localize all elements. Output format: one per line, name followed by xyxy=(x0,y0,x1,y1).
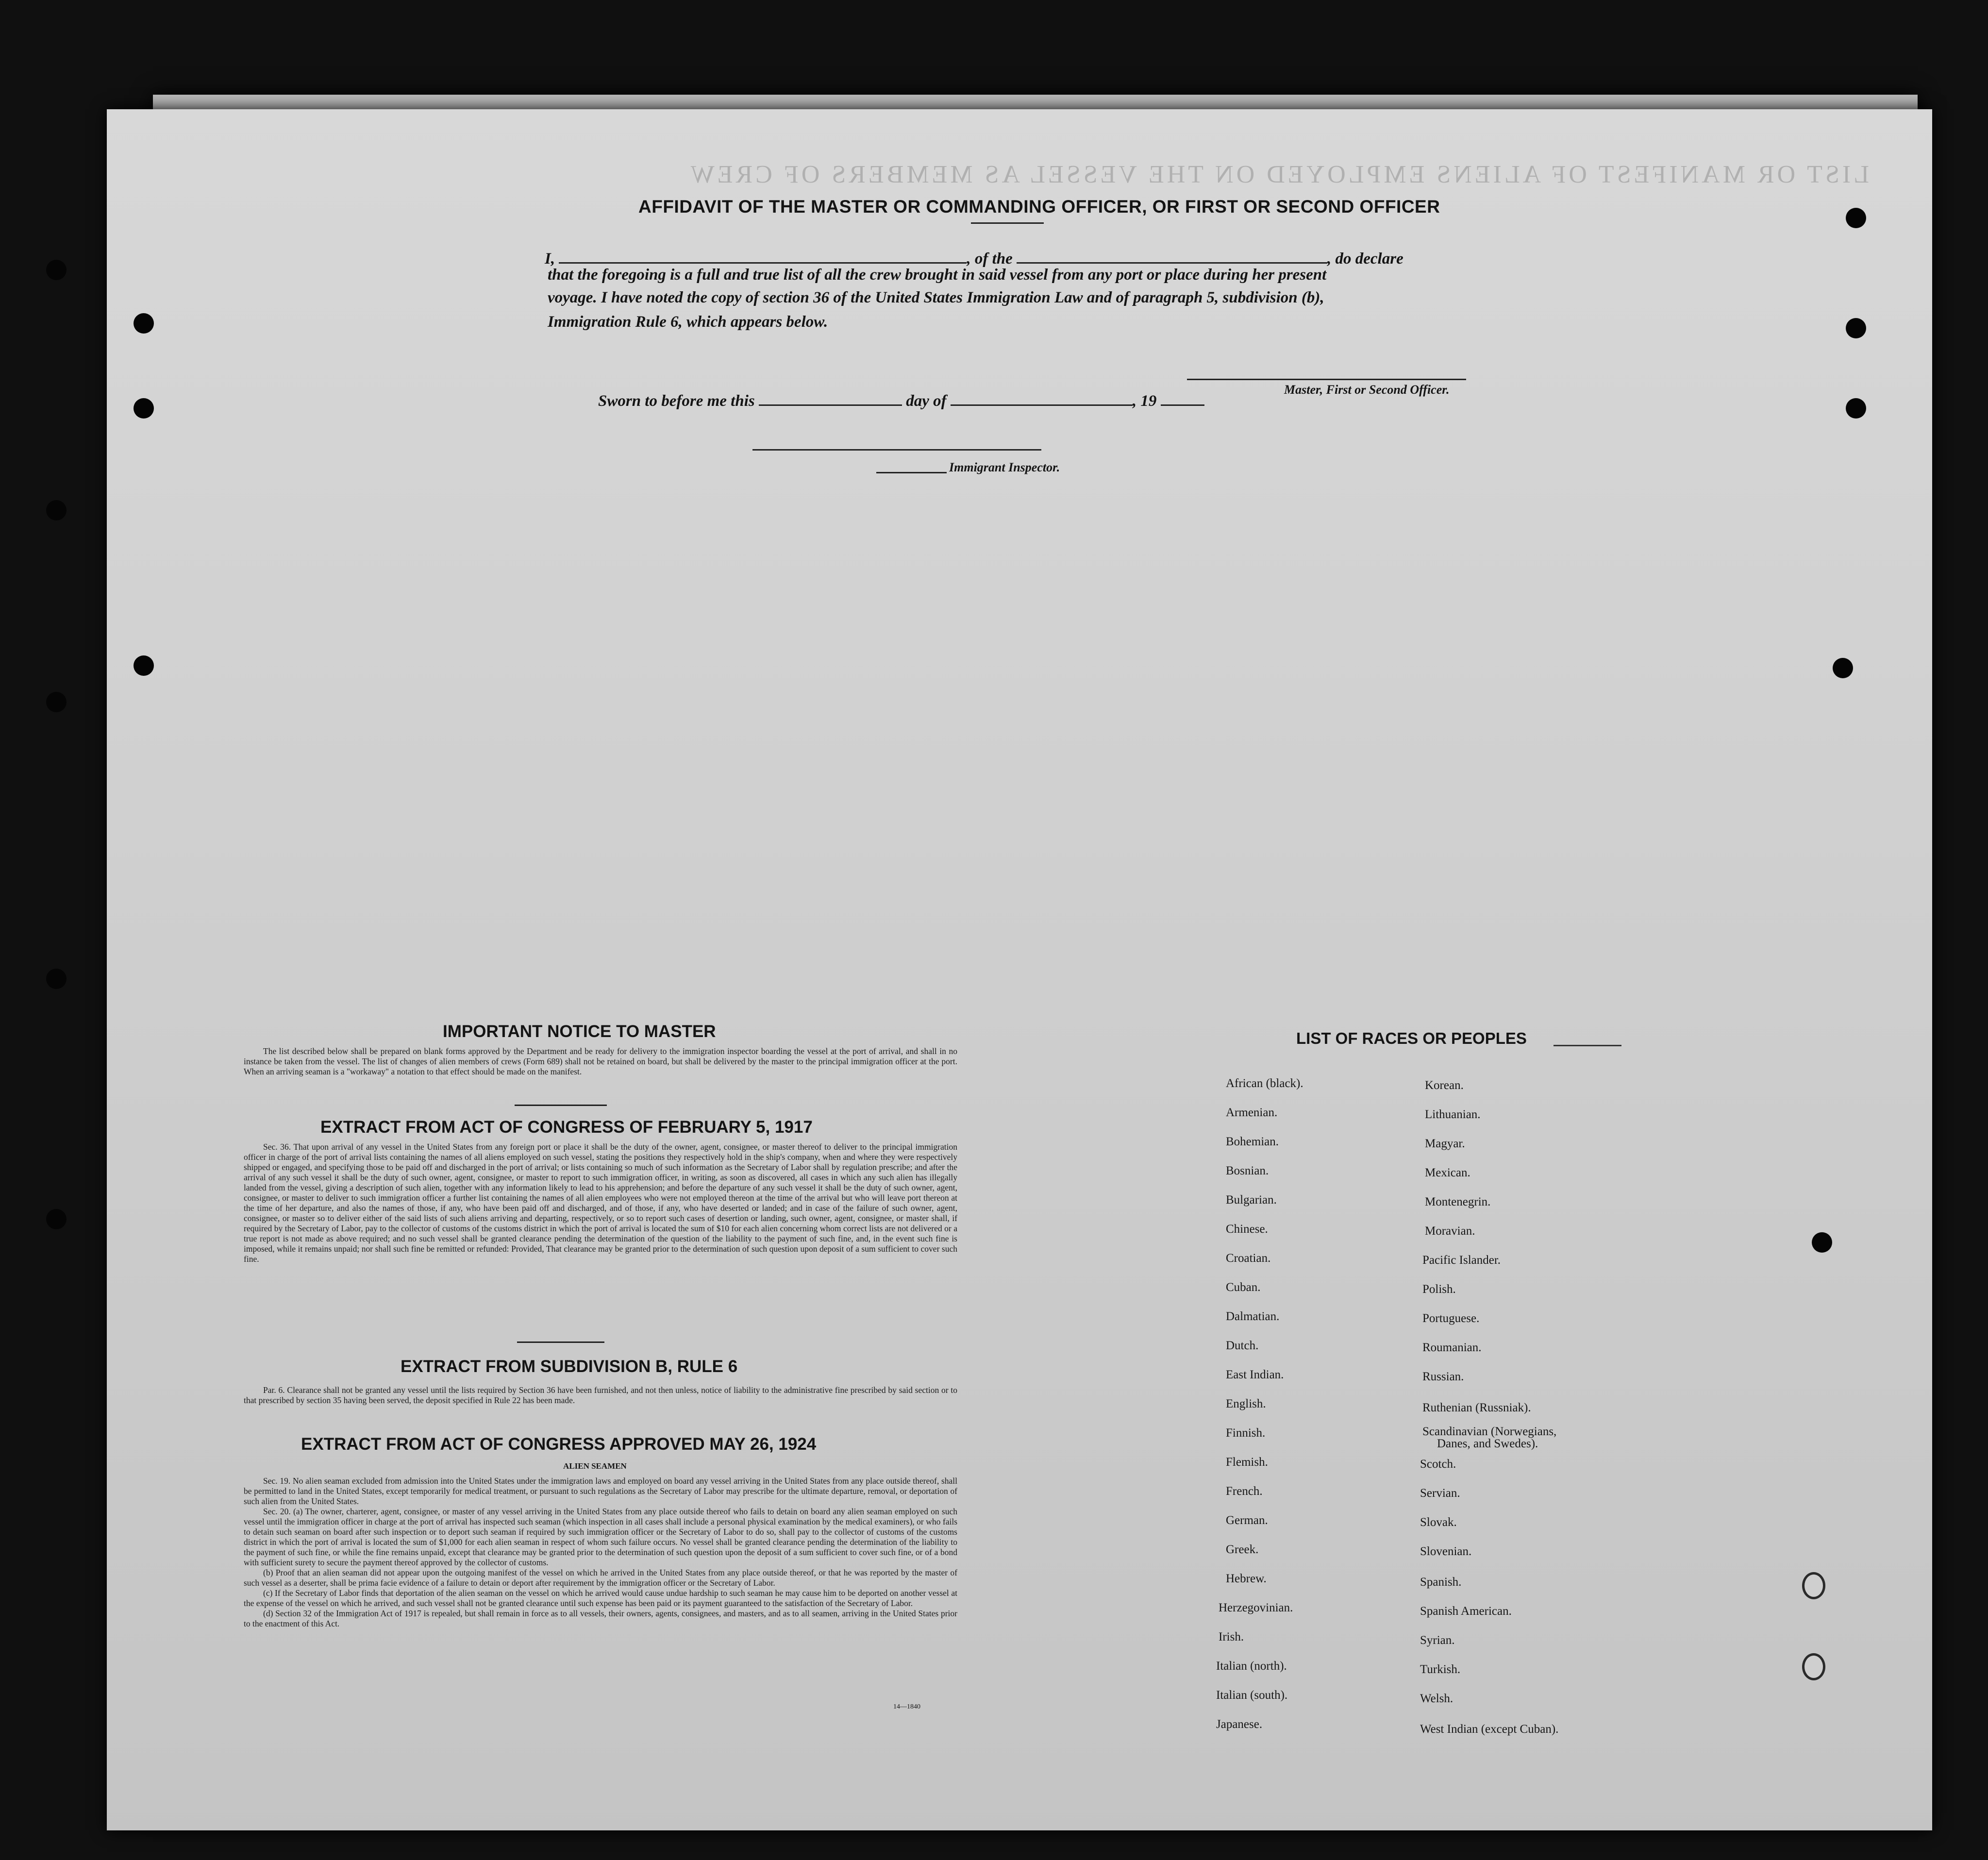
race-left-item: Herzegovinian. xyxy=(1219,1601,1293,1614)
race-right-item: Russian. xyxy=(1422,1370,1464,1383)
section-divider xyxy=(515,1105,607,1106)
race-right-item: Slovak. xyxy=(1420,1516,1457,1529)
sworn-year-blank xyxy=(1161,404,1204,406)
form-number: 14—1840 xyxy=(893,1703,920,1710)
binder-hole xyxy=(46,1209,67,1229)
race-left-item: Dalmatian. xyxy=(1226,1310,1280,1323)
name-blank xyxy=(559,262,967,264)
extract-1924-title: EXTRACT FROM ACT OF CONGRESS APPROVED MAY 26, 1924 xyxy=(301,1435,817,1454)
race-left-item: African (black). xyxy=(1226,1077,1303,1090)
race-right-item: Pacific Islander. xyxy=(1422,1254,1501,1267)
affidavit-line-4: Immigration Rule 6, which appears below. xyxy=(548,313,828,331)
race-left-item: Irish. xyxy=(1219,1630,1244,1643)
sworn-day-of: day of xyxy=(906,392,947,410)
race-left-item: German. xyxy=(1226,1514,1268,1527)
race-right-item: Spanish. xyxy=(1420,1575,1462,1589)
race-right-item: Spanish American. xyxy=(1420,1605,1512,1618)
race-left-item: Greek. xyxy=(1226,1543,1259,1556)
extract-1917-body xyxy=(244,1142,957,1264)
affidavit-line-3: voyage. I have noted the copy of section 36 of the United States Immigration Law and of paragraph 5, subdivision (b), xyxy=(548,289,1324,306)
race-left-item: English. xyxy=(1226,1397,1266,1410)
binder-hole xyxy=(46,260,67,280)
bleed-through-text: LIST OR MANIFEST OF ALIENS EMPLOYED ON THE VESSEL AS MEMBERS OF CREW xyxy=(687,161,1869,188)
race-right-item: Montenegrin. xyxy=(1425,1195,1491,1208)
race-left-item: Chinese. xyxy=(1226,1223,1268,1236)
race-right-item: Magyar. xyxy=(1425,1137,1465,1150)
affidavit-line-1 xyxy=(545,250,1403,268)
extract-1917-paragraph: Sec. 36. That upon arrival of any vessel in the United States from any foreign port or place it shall be the duty of the owner, agent, consignee, or master thereof to deliver to the principal immigration officer in charge of the port of arrival lists containing the names of all aliens employed on such vessel, stating the positions they respectively hold in the ship's company, when and where they were respectively shipped or engaged, and specifying those to be paid off and discharged in the port of arrival; or lists containing so much of such information as the Secretary of Labor shall by regulation prescribe; and after the arrival of any such vessel it shall be the duty of such owner, agent, consignee, or master to report to such immigration officer, in writing, as soon as discovered, all cases in which any such alien has illegally landed from the vessel, giving a description of such alien, together with any information likely to lead to his apprehension; and before the departure of any such vessel it shall be the duty of such owner, agent, consignee, or master to deliver to such immigration officer a further list containing the names of all alien employees who were not employed thereon at the time of the arrival but who will leave port thereon at the time of her departure, and also the names of those, if any, who have been paid off and discharged, and of those, if any, who have deserted or landed; and in case of the failure of such owner, agent, consignee, or master so to deliver either of the said lists of such aliens arriving and departing, respectively, or so to report such cases of desertion or landing, such owner, agent, consignee, or master shall, if required by the Secretary of Labor, pay to the collector of customs of the customs district in which the port of arrival is located the sum of $10 for each alien concerning whom correct lists are not delivered or a true report is not made as above required; and no such vessel shall be granted clearance pending the determination of the question of the liability to the payment of such fine, and, in the event such fine is imposed, while it remains unpaid; nor shall such fine be remitted or refunded: Provided, That clearance may be granted prior to the determination of such question upon deposit of a sum sufficient to cover such fine. xyxy=(244,1142,957,1264)
binder-hole xyxy=(1812,1232,1832,1253)
extract-1917-title: EXTRACT FROM ACT OF CONGRESS OF FEBRUARY 5, 1917 xyxy=(320,1118,813,1137)
race-right-item: Moravian. xyxy=(1425,1224,1475,1238)
sworn-year: , 19 xyxy=(1132,392,1157,410)
master-signature-line xyxy=(1187,379,1466,380)
race-left-item: Cuban. xyxy=(1226,1281,1261,1294)
notice-body xyxy=(244,1046,957,1077)
race-left-item: Bulgarian. xyxy=(1226,1193,1277,1206)
inspector-label-line xyxy=(876,472,947,473)
extract-1924-body xyxy=(244,1476,957,1629)
vessel-blank xyxy=(1017,262,1327,264)
binder-hole xyxy=(46,692,67,712)
races-title-rule xyxy=(1554,1045,1621,1046)
race-left-item: Dutch. xyxy=(1226,1339,1259,1352)
extract-rule6-title: EXTRACT FROM SUBDIVISION B, RULE 6 xyxy=(401,1357,738,1376)
extract-1924-paragraph-3: (b) Proof that an alien seaman did not appear upon the outgoing manifest of the vessel on which he arrived in the United States from any place outside thereof, or that he was reported by the master of such vessel as a deserter, shall be prima facie evidence of a failure to detain or deport after requirement by the immigration officer or the Secretary of Labor. xyxy=(244,1568,957,1588)
race-right-item: Syrian. xyxy=(1420,1634,1455,1647)
binder-hole xyxy=(1846,318,1866,338)
race-left-item: Japanese. xyxy=(1216,1718,1263,1731)
section-divider xyxy=(517,1341,604,1343)
binder-hole xyxy=(134,398,154,419)
binder-ring xyxy=(1802,1572,1825,1599)
race-left-item: Croatian. xyxy=(1226,1252,1271,1265)
extract-1924-paragraph-2: Sec. 20. (a) The owner, charterer, agent, consignee, or master of any vessel arriving in the United States from any place outside thereof who fails to detain on board any alien seaman employed on such vessel until the immigration officer in charge at the port of arrival has inspected such seaman (which inspection in all cases shall include a personal physical examination by the medical examiners), or who fails to detain such seaman on board after such inspection or to deport such seaman if required by such immigration officer or the Secretary of Labor to do so, shall pay to the collector of customs of the customs district in which the port of arrival is located the sum of $1,000 for each alien seaman in respect of whom such failure occurs. No vessel shall be granted clearance pending the determination of the liability to the payment of such fine, or while the fine remains unpaid, except that clearance may be granted prior to the determination of such question upon the deposit of a sum sufficient to cover such fine, or of a bond with sufficient surety to secure the payment thereof approved by the collector of customs. xyxy=(244,1507,957,1567)
race-left-item: Bosnian. xyxy=(1226,1164,1269,1177)
race-left-item: Hebrew. xyxy=(1226,1572,1267,1585)
race-left-item: Finnish. xyxy=(1226,1426,1266,1440)
notice-title: IMPORTANT NOTICE TO MASTER xyxy=(443,1022,716,1041)
binder-ring xyxy=(1802,1653,1825,1680)
race-right-item: Lithuanian. xyxy=(1425,1108,1481,1121)
binder-hole xyxy=(46,500,67,520)
race-right-item: Welsh. xyxy=(1420,1692,1453,1705)
master-signature-label: Master, First or Second Officer. xyxy=(1284,383,1450,397)
race-right-item: Turkish. xyxy=(1420,1663,1461,1676)
extract-1924-paragraph-4: (c) If the Secretary of Labor finds that deportation of the alien seaman on the vessel on which he arrived would cause undue hardship to such seaman he may cause him to be deported on another vessel at the expense of the vessel on which he arrived, and such vessel shall not be granted clearance until such expense has been paid or its payment guaranteed to the satisfaction of the Secretary of Labor. xyxy=(244,1588,957,1608)
affidavit-declare: , do declare xyxy=(1327,250,1403,268)
affidavit-line-2: that the foregoing is a full and true list of all the crew brought in said vessel from any port or place during her present xyxy=(548,266,1327,284)
binder-hole xyxy=(1846,398,1866,419)
extract-rule6-paragraph: Par. 6. Clearance shall not be granted any vessel until the lists required by Section 36 have been furnished, and not then unless, notice of liability to the administrative fine prescribed by said section or to that prescribed by section 35 having been served, the deposit specified in Rule 22 has been made. xyxy=(244,1385,957,1405)
race-left-item: Bohemian. xyxy=(1226,1135,1279,1148)
title-rule xyxy=(971,222,1044,224)
sworn-prefix: Sworn to before me this xyxy=(598,392,755,410)
race-left-item: French. xyxy=(1226,1485,1263,1498)
race-right-item: Scotch. xyxy=(1420,1458,1456,1471)
race-left-item: Italian (north). xyxy=(1216,1659,1287,1673)
affidavit-i: I, xyxy=(545,250,555,268)
extract-1924-paragraph-1: Sec. 19. No alien seaman excluded from admission into the United States under the immigration laws and employed on board any vessel arriving in the United States from any place outside thereof, shall be permitted to land in the United States, except temporarily for medical treatment, or pursuant to such regulations as the Secretary of Labor may prescribe for the ultimate departure, removal, or deportation of such alien from the United States. xyxy=(244,1476,957,1506)
race-left-item: Italian (south). xyxy=(1216,1689,1288,1702)
affidavit-title: AFFIDAVIT OF THE MASTER OR COMMANDING OFFICER, OR FIRST OR SECOND OFFICER xyxy=(638,197,1440,217)
binder-hole xyxy=(1833,658,1853,678)
sworn-line xyxy=(598,392,1204,410)
race-right-item: Portuguese. xyxy=(1422,1312,1480,1325)
inspector-signature-line xyxy=(752,449,1041,451)
binder-hole xyxy=(134,655,154,676)
race-right-item: Roumanian. xyxy=(1422,1341,1482,1354)
sworn-date-blank xyxy=(759,404,902,406)
notice-paragraph: The list described below shall be prepared on blank forms approved by the Department and be ready for delivery to the immigration inspector boarding the vessel at the port of arrival, and shall in no instance be taken from the vessel. The list of changes of alien members of crews (Form 689) shall not be retained on board, but shall be delivered by the master to the principal immigration officer at the port. When an arriving seaman is a "workaway" a notation to that effect should be made on the manifest. xyxy=(244,1046,957,1076)
race-right-item: Ruthenian (Russniak). xyxy=(1422,1401,1531,1414)
race-right-item: Korean. xyxy=(1425,1079,1464,1092)
race-right-item: Danes, and Swedes). xyxy=(1437,1437,1538,1450)
extract-rule6-body xyxy=(244,1385,957,1406)
race-right-item: Slovenian. xyxy=(1420,1545,1472,1558)
race-left-item: East Indian. xyxy=(1226,1368,1284,1381)
race-right-item: West Indian (except Cuban). xyxy=(1420,1723,1559,1736)
binder-hole xyxy=(134,313,154,334)
extract-1924-subtitle: ALIEN SEAMEN xyxy=(563,1461,627,1471)
binder-hole xyxy=(46,969,67,989)
binder-hole xyxy=(1846,208,1866,228)
extract-1924-paragraph-5: (d) Section 32 of the Immigration Act of 1917 is repealed, but shall remain in force as to all vessels, their owners, agents, consignees, and masters, and as to all seamen, arriving in the United States prior to the enactment of this Act. xyxy=(244,1609,957,1628)
sworn-month-blank xyxy=(951,404,1133,406)
affidavit-of-the: , of the xyxy=(967,250,1013,268)
race-left-item: Flemish. xyxy=(1226,1456,1268,1469)
races-title: LIST OF RACES OR PEOPLES xyxy=(1296,1029,1527,1047)
race-right-item: Servian. xyxy=(1420,1487,1460,1500)
race-left-item: Armenian. xyxy=(1226,1106,1278,1119)
inspector-label: Immigrant Inspector. xyxy=(949,460,1060,474)
race-right-item: Mexican. xyxy=(1425,1166,1470,1179)
race-right-item: Scandinavian (Norwegians, xyxy=(1422,1425,1557,1438)
race-right-item: Polish. xyxy=(1422,1283,1456,1296)
